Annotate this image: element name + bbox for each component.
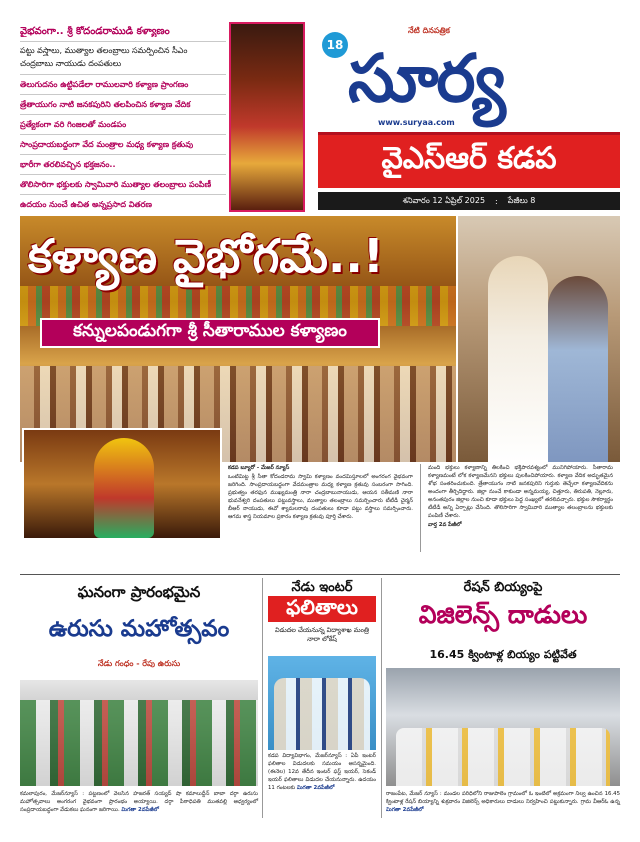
ration-headline[interactable]: విజిలెన్స్ దాడులు <box>418 600 588 629</box>
urs-article <box>20 790 258 814</box>
article-text: మంది భక్తులు కళ్యాణాన్ని తిలకించి భక్తిపారవశ్యంలో మునిగిపోయారు. సీతారామ కళ్యాణమంటే లోక కళ్యాణమేనని భక్తులు పులకించిపోయారు. కళ్యాణ వేదిక అద్భుతమైన శోభ సంతరించుకుంది. త్రేతాయుగం నాటి జనకపురిని గుర్తుకు తెచ్చేలా కళ్యాణవేదికను అందంగా తీర్చిదిద్దారు. జిల్లా నుంచే కాకుండా అన్నమయ్య, చిత్తూరు, తిరుపతి, నెల్లూరు, అనంతపురం జిల్లాల నుంచి కూడా భక్తులు పెద్ద సంఖ్యలో తరలివచ్చారు. భక్తుల సౌకర్యార్థం టీటీడీ అన్ని ఏర్పాట్లు చేసింది. తొలిసారిగా స్వామివారి ముత్యాల తలంబ్రాలను భక్తులకు పంపిణీ చేశారు. <box>428 465 613 519</box>
students-photo <box>268 656 376 750</box>
top-headline[interactable]: వైభవంగా.. శ్రీ కోదండరాముడి కళ్యాణం <box>20 26 170 37</box>
issue-date: శనివారం 12 ఏప్రిల్ 2025 <box>402 195 486 205</box>
dateline <box>318 192 620 210</box>
main-headline[interactable]: కళ్యాణ వైభోగమే..! <box>28 229 384 283</box>
article-column <box>428 464 613 530</box>
idol-inset-photo <box>22 428 222 540</box>
top-headline[interactable]: భారీగా తరలివచ్చిన భక్తజనం.. <box>20 160 116 169</box>
urs-kicker: ఘనంగా ప్రారంభమైన <box>77 583 201 601</box>
divider <box>20 154 226 155</box>
masthead <box>318 22 620 212</box>
anniversary-badge: 18 <box>322 32 348 58</box>
masthead-tagline: నేటి దినపత్రిక <box>408 26 450 35</box>
top-headlines-list <box>20 22 226 212</box>
divider <box>20 174 226 175</box>
photo-decor <box>274 678 370 750</box>
edition-banner: వైఎస్ఆర్ కడప <box>318 132 620 188</box>
top-headline[interactable]: త్రేతాయుగం నాటి జనకపురిని తలపించిన కళ్యాణ వేదిక <box>20 100 191 109</box>
results-headline[interactable]: ఫలితాలు <box>268 596 376 622</box>
article-text: కమలాపురం, మేజర్‌న్యూస్ : పట్టణంలో వెలసిన హజరత్ సయ్యద్ షా కమాలుద్దీన్ బాబా దర్గా ఉరుసు మహోత్సవాలు అంగరంగ వైభవంగా ప్రారంభం అయ్యాయి. దర్గా పీఠాధిపతి ముతవల్లి ఆధ్వర్యంలో సంప్రదాయబద్ధంగా వేడుకలు ఘనంగా జరిగాయి. <box>20 791 258 813</box>
divider <box>20 194 226 195</box>
deity-photo <box>229 22 305 212</box>
divider <box>20 574 620 575</box>
divider <box>20 41 226 42</box>
continued-link[interactable]: మిగతా 2వపేజీలో <box>121 807 159 813</box>
website-link[interactable]: www.suryaa.com <box>378 118 455 127</box>
article-text: రాజంపేట, మేజర్ న్యూస్ : మండల పరిధిలోని రాజుపాలెం గ్రామంలో ఓ ఇంటిలో అక్రమంగా నిల్వ ఉంచిన 16.45 క్వింటాళ్ల రేషన్ బియ్యాన్ని శుక్రవారం విజిలెన్స్ అధికారులు దాడులు నిర్వహించి పట్టుకున్నారు. గ్రామ వీఆర్ఓ ఉన్న <box>386 791 620 805</box>
page-count: పేజీలు 8 <box>507 195 536 205</box>
divider <box>420 464 421 552</box>
divider <box>381 578 382 818</box>
top-headline[interactable]: ఉదయం నుంచే ఉచిత అన్నప్రసాద వితరణ <box>20 200 153 209</box>
rice-seizure-photo <box>386 668 620 786</box>
divider <box>20 134 226 135</box>
divider <box>20 94 226 95</box>
photo-figure <box>548 276 608 462</box>
separator: : <box>495 196 498 206</box>
main-subhead: కన్నులపండుగగా శ్రీ సీతారాముల కళ్యాణం <box>40 318 380 348</box>
continued-link[interactable]: మిగతా 2వపేజీలో <box>386 807 424 813</box>
continued-link[interactable]: వార్త 2వ పేజీలో <box>428 522 462 528</box>
article-text: ఒంటిమిట్ట శ్రీ సీతా కోదండరామ స్వామి కళ్యాణం వందమిస్తూలలో అంగరంగ వైభవంగా జరిగింది. సాంప్రదాయబద్ధంగా వేదమంత్రాల మధ్య కళ్యాణ క్రతువు సంబరంగా సాగింది. ప్రభుత్వం తరఫున ముఖ్యమంత్రి నారా చంద్రబాబునాయుడు, ఆయన సతీమణి నారా భువనేశ్వరి దంపతులు పట్టువస్త్రాలు, ముత్యాల తలంబ్రాలు సమర్పించారు టీటీడీ చైర్మన్ బీఆర్ నాయుడు, ఈవో శ్యామలరావు దంపతులు కూడా పట్టు వస్త్రాలు సమర్పించారు. ఆగమ శాస్త్ర నియమాల ప్రకారం కళ్యాణ క్రతువు పూర్తి చేశారు. <box>228 474 413 520</box>
urs-photo <box>20 680 258 786</box>
cm-photo <box>458 216 620 462</box>
top-headline[interactable]: సాంప్రదాయబద్ధంగా వేద మంత్రాల మధ్య కళ్యాణ క్రతువు <box>20 140 194 149</box>
top-headline[interactable]: ప్రత్యేకంగా వరి గింజలతో మండపం <box>20 120 127 129</box>
photo-decor <box>20 700 258 786</box>
top-headline[interactable]: తొలిసారిగా భక్తులకు స్వామివారి ముత్యాల తలంబ్రాలు పంపిణీ <box>20 180 212 189</box>
article-column <box>228 464 413 522</box>
ration-subhead: 16.45 క్వింటాళ్ల బియ్యం పట్టివేత <box>429 648 577 661</box>
results-article <box>268 752 376 792</box>
urs-headline[interactable]: ఉరుసు మహోత్సవం <box>48 616 230 642</box>
continued-link[interactable]: మిగతా 2వపేజీలో <box>296 785 335 791</box>
results-subhead: విడుదల చేయనున్న విద్యాశాఖ మంత్రి నారా లోకేష్ <box>275 626 369 643</box>
urs-subhead: నేడు గంధం - రేపు ఉరుసు <box>97 659 181 668</box>
top-headline[interactable]: తెలుగుదనం ఉట్టిపడేలా రాములవారి కళ్యాణ ప్రాంగణం <box>20 80 189 89</box>
photo-decor <box>396 728 610 786</box>
ration-kicker: రేషన్ బియ్యంపై <box>463 580 543 595</box>
ration-article <box>386 790 620 814</box>
top-headline[interactable]: చంద్రబాబు నాయుడు దంపతులు <box>20 59 122 68</box>
divider <box>262 578 263 818</box>
top-headline[interactable]: పట్టు వస్త్రాలు, ముత్యాల తలంబ్రాలు సమర్పించిన సీఎం <box>20 46 188 55</box>
divider <box>20 114 226 115</box>
results-kicker: నేడు ఇంటర్ <box>291 580 353 595</box>
newspaper-logo[interactable]: సూర్య <box>348 39 504 117</box>
article-text: కడప విద్యావిభాగం, మేజర్‌న్యూస్ : ఏపీ ఇంటర్ ఫలితాల విడుదలకు సమయం ఆసన్నమైంది. (ఈనెల) 12వ తేదీన ఇంటర్ ఫస్ట్ ఇయర్, సెకండ్ ఇయర్ ఫలితాలు విడుదల చేయనున్నారు. ఉదయం 11 గంటలకు <box>268 753 376 791</box>
photo-figure <box>94 438 154 538</box>
divider <box>20 74 226 75</box>
byline: కడప బ్యూరో - మేజర్ న్యూస్ <box>228 465 290 471</box>
main-article <box>228 464 620 554</box>
photo-figure <box>488 256 548 462</box>
